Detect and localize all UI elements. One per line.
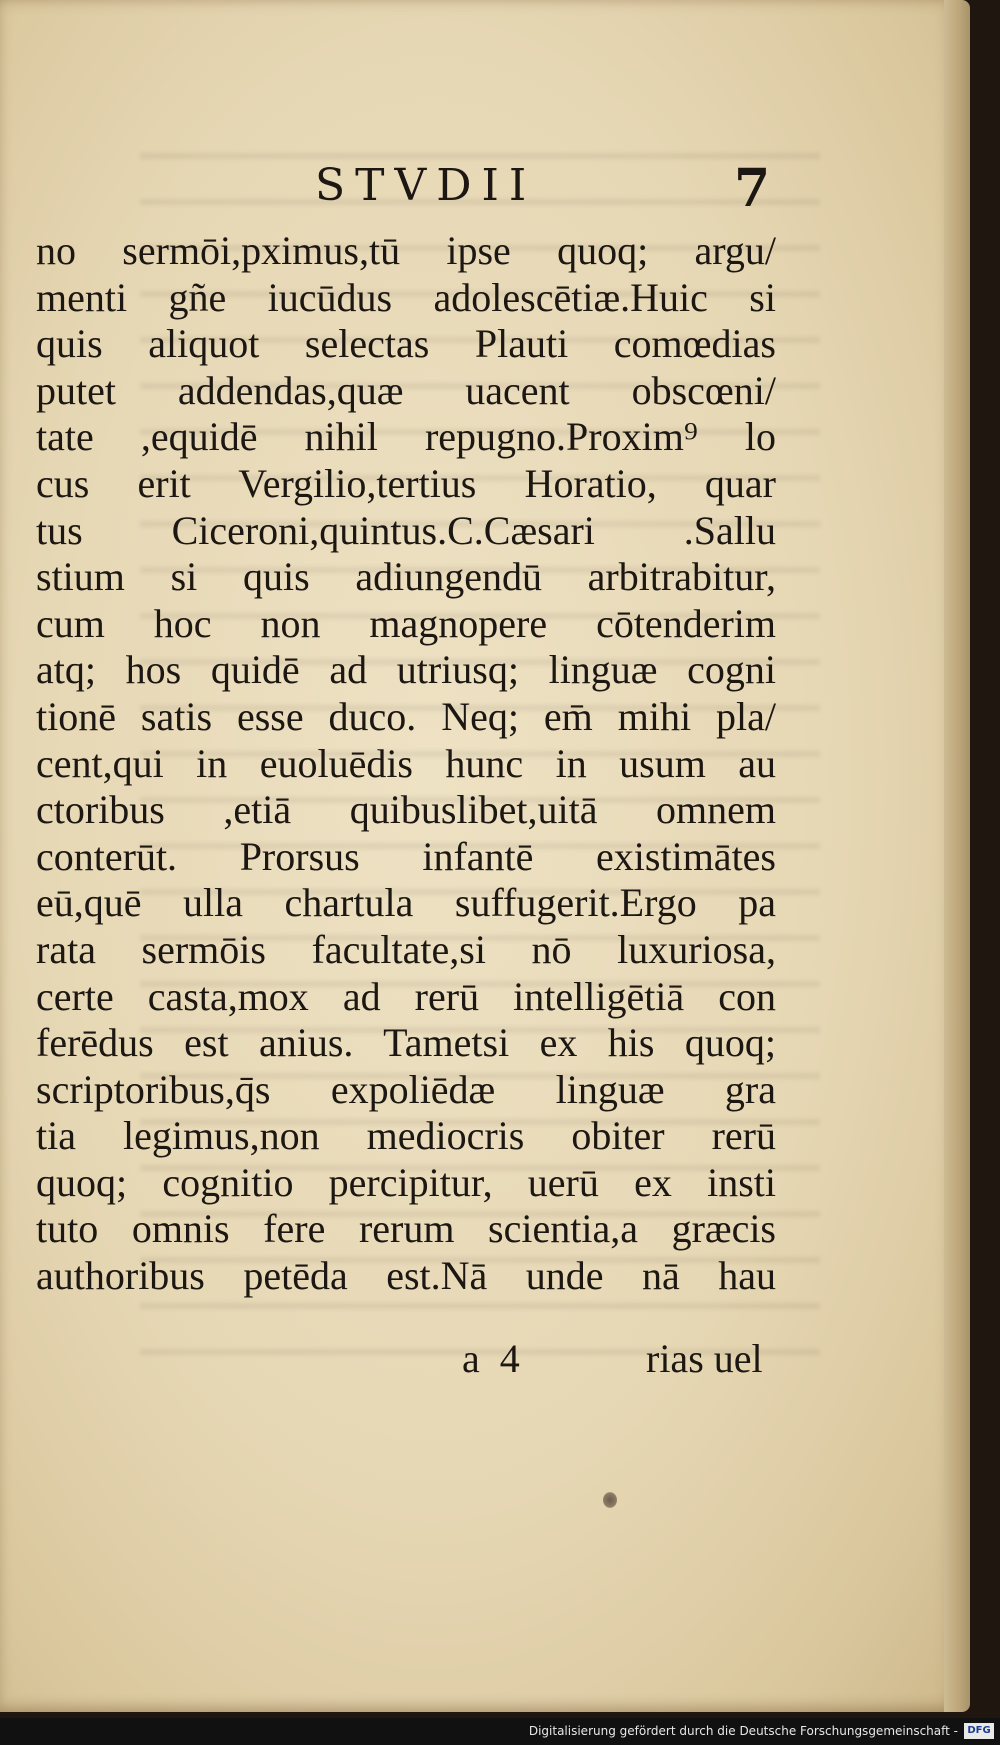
signature-mark: a 4 [462,1336,520,1381]
body-text [36,228,776,1300]
text-line: quis aliquot selectas Plauti comœdias [36,321,776,367]
text-line: tionē satis esse duco. Neq; em̄ mihi pla/ [36,693,776,739]
text-line: authoribus petēda est.Nā unde nā hau [36,1253,776,1299]
text-line: rata sermōis facultate,si nō luxuriosa, [36,926,776,972]
text-line: scriptoribus,q̄s expoliēdæ linguæ gra [36,1066,776,1112]
text-line: menti gñe iucūdus adolescētiæ.Huic si [36,274,776,320]
paper-blemish [603,1492,617,1508]
text-line: conterūt. Prorsus infantē existimātes [36,833,776,879]
text-line: tus Ciceroni,quintus.C.Cæsari .Sallu [36,507,776,553]
dfg-logo-icon: DFG [964,1723,994,1739]
digitization-note: Digitalisierung gefördert durch die Deutsche Forschungsgemeinschaft - [528,1724,958,1738]
text-line: cent,qui in euoluēdis hunc in usum au [36,740,776,786]
text-line: tuto omnis fere rerum scientia,a græcis [36,1206,776,1252]
digitization-credit-bar [0,1718,1000,1745]
text-line: eū,quē ulla chartula suffugerit.Ergo pa [36,880,776,926]
text-line: quoq; cognitio percipitur, uerū ex insti [36,1159,776,1205]
running-title: STVDII [315,160,537,211]
text-line: cus erit Vergilio,tertius Horatio, quar [36,460,776,506]
text-line: tate ,equidē nihil repugno.Proxim⁹ lo [36,414,776,460]
page-edge [944,0,970,1712]
text-line: ferēdus est anius. Tametsi ex his quoq; [36,1020,776,1066]
page-number: 7 [734,158,771,219]
text-line: ctoribus ,etiā quibuslibet,uitā omnem [36,787,776,833]
text-line: certe casta,mox ad rerū intelligētiā con [36,973,776,1019]
text-line: putet addendas,quæ uacent obscœni/ [36,367,776,413]
text-line: tia legimus,non mediocris obiter rerū [36,1113,776,1159]
text-line: stium si quis adiungendū arbitrabitur, [36,554,776,600]
text-line: atq; hos quidē ad utriusq; linguæ cogni [36,647,776,693]
catchword: rias uel [646,1336,763,1381]
text-line: cum hoc non magnopere cōtenderim [36,600,776,646]
text-line: no sermōi,pximus,tū ipse quoq; argu/ [36,228,776,273]
page-header [0,160,958,220]
